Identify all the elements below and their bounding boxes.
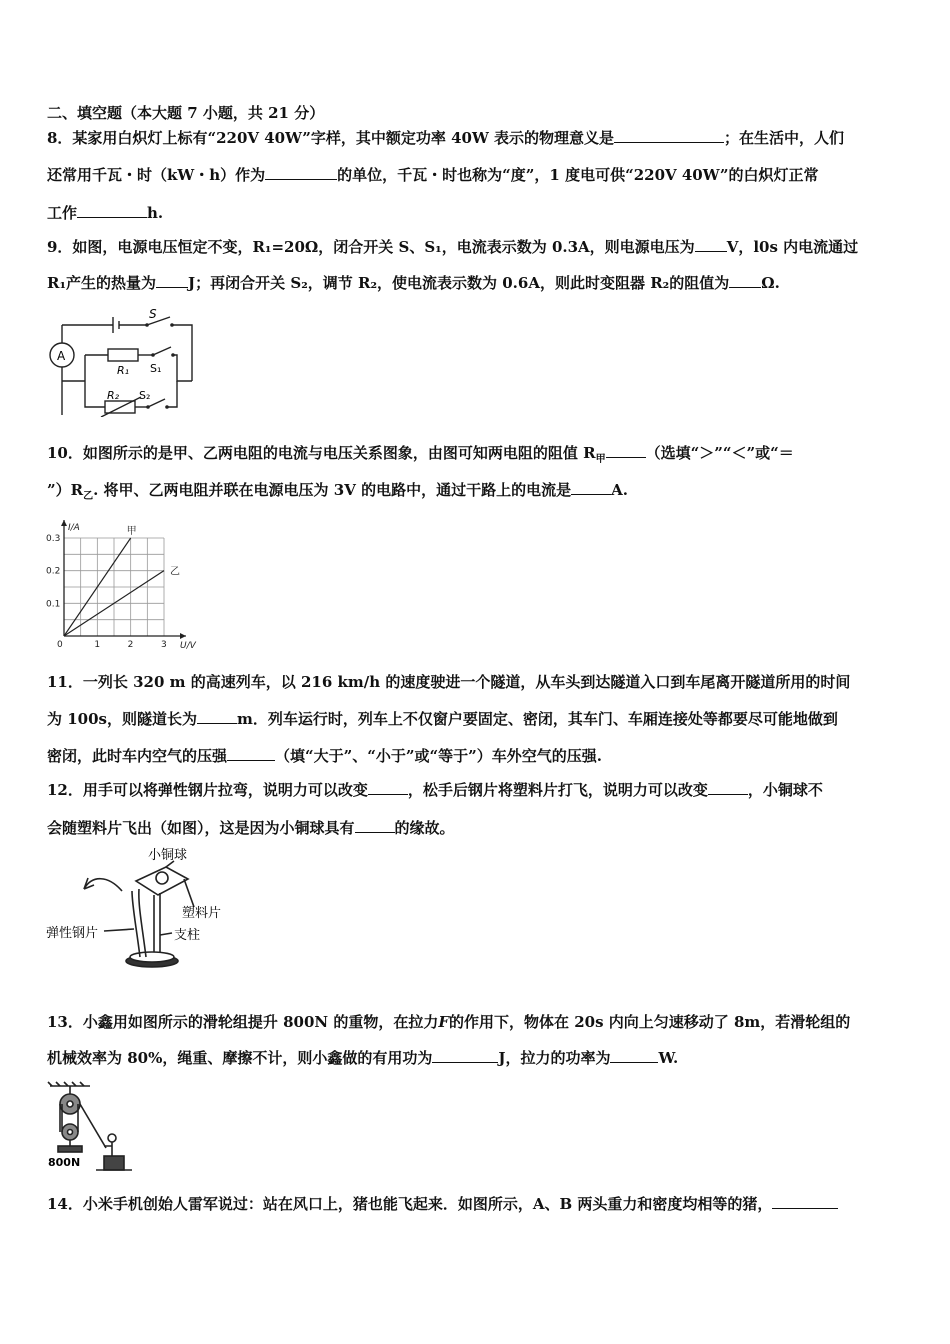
x-axis-arrow: [180, 633, 186, 639]
ball-label: 小铜球: [148, 848, 188, 863]
q14-line-1: 14．小米手机创始人雷军说过：站在风口上，猪也能飞起来．如图所示，A、B 两头重力和密度均相等的猪，: [47, 1194, 838, 1214]
q10-line-1: 10．如图所示的是甲、乙两电阻的电流与电压关系图象，由图可知两电阻的阻值 $R_甲$ （选填“＞”“＜”或“＝: [47, 444, 794, 465]
r2-label: R₂: [107, 389, 120, 402]
weight-label: 800N: [48, 1156, 81, 1169]
answer-blank[interactable]: [606, 443, 646, 458]
answer-blank[interactable]: [571, 480, 611, 495]
y-axis-arrow: [61, 520, 67, 526]
answer-blank[interactable]: [77, 203, 147, 218]
switch-s-label: S: [149, 307, 157, 321]
q8-line-1: 8．某家用白炽灯上标有“220V 40W”字样，其中额定功率 40W 表示的物理意义是 ；在生活中，人们: [47, 129, 845, 147]
post-label: 支柱: [174, 928, 201, 943]
section-title: 二、填空题（本大题 7 小题，共 21 分）: [47, 104, 325, 122]
pulley-figure: [46, 1080, 136, 1172]
answer-blank[interactable]: [729, 273, 761, 288]
answer-blank[interactable]: [156, 273, 188, 288]
x-tick-label: 2: [127, 640, 134, 650]
answer-blank[interactable]: [614, 128, 724, 143]
series-label-2: 乙: [170, 566, 180, 578]
q12-line-1: 12．用手可以将弹性钢片拉弯，说明力可以改变 ，松手后钢片将塑料片打飞，说明力可以改变 ，小铜球不: [47, 781, 823, 799]
answer-blank[interactable]: [355, 818, 395, 833]
steel-plate-figure: [44, 845, 224, 975]
switch-s1-label: S₁: [150, 362, 162, 375]
ammeter-label: A: [57, 349, 66, 363]
steel-label: 弹性钢片: [46, 926, 99, 941]
iv-chart: [44, 508, 204, 650]
q13-line-2: 机械效率为 80%，绳重、摩擦不计，则小鑫做的有用功为 J，拉力的功率为 W.: [47, 1049, 679, 1067]
q8-line-2: 还常用千瓦・时（kW・h）作为 的单位，千瓦・时也称为“度”，1 度电可供“220V 40W”的白炽灯正常: [47, 166, 819, 184]
answer-blank[interactable]: [610, 1048, 658, 1063]
q11-line-3: 密闭，此时车内空气的压强 （填“大于”、“小于”或“等于”）车外空气的压强.: [47, 747, 603, 765]
q8-line-3: 工作 h.: [47, 204, 164, 222]
answer-blank[interactable]: [368, 780, 408, 795]
y-axis-label: I/A: [68, 523, 80, 533]
answer-blank[interactable]: [432, 1048, 498, 1063]
q11-line-1: 11．一列长 320 m 的高速列车，以 216 km/h 的速度驶进一个隧道，从车头到达隧道入口到车尾离开隧道所用的时间: [47, 673, 851, 691]
answer-blank[interactable]: [197, 709, 237, 724]
x-axis-label: U/V: [180, 641, 196, 650]
y-tick-label: 0.2: [46, 566, 61, 577]
series-label-1: 甲: [126, 526, 137, 537]
answer-blank[interactable]: [772, 1194, 838, 1209]
y-tick-label: 0.3: [46, 534, 61, 544]
x-tick-label: 1: [94, 640, 101, 650]
q9-line-1: 9．如图，电源电压恒定不变，R₁=20Ω，闭合开关 S、S₁，电流表示数为 0.3A，则电源电压为 V，l0s 内电流通过: [47, 238, 859, 256]
y-tick-label: 0.1: [46, 599, 61, 610]
q10-line-2: $”)R_乙$. 将甲、乙两电阻并联在电源电压为 3V 的电路中，通过干路上的电流是 A.: [47, 481, 628, 502]
q13-line-1: 13．小鑫用如图所示的滑轮组提升 800N 的重物，在拉力F的作用下，物体在 20s 内向上匀速移动了 8m，若滑轮组的: [47, 1013, 851, 1031]
answer-blank[interactable]: [708, 780, 748, 795]
r1-label: R₁: [117, 364, 130, 377]
switch-s2-label: S₂: [139, 389, 151, 402]
q11-line-2: 为 100s，则隧道长为 m．列车运行时，列车上不仅窗户要固定、密闭，其车门、车厢连接处等都要尽可能地做到: [47, 710, 838, 728]
x-tick-label: 3: [161, 640, 167, 650]
plastic-label: 塑料片: [182, 906, 222, 921]
answer-blank[interactable]: [265, 165, 337, 180]
q9-line-2: R₁产生的热量为 J；再闭合开关 S₂，调节 R₂，使电流表示数为 0.6A，则此时变阻器 R₂的阻值为 Ω.: [47, 274, 780, 292]
answer-blank[interactable]: [227, 746, 275, 761]
q12-line-2: 会随塑料片飞出（如图），这是因为小铜球具有 的缘故。: [47, 819, 455, 837]
answer-blank[interactable]: [695, 237, 727, 252]
circuit-diagram: [45, 305, 215, 417]
origin-label: 0: [57, 640, 63, 650]
